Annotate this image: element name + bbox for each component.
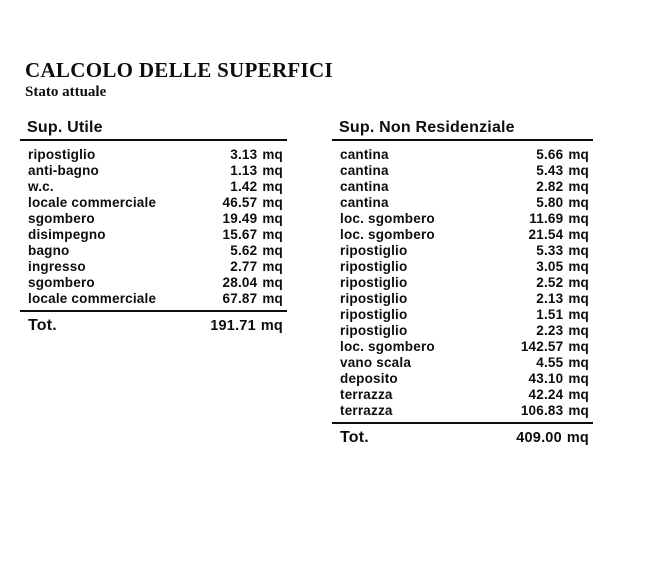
row-value — [521, 403, 589, 419]
table-row — [20, 227, 287, 243]
row-value-unit: mq — [262, 291, 283, 306]
table-row — [332, 387, 593, 403]
row-value — [223, 211, 283, 227]
row-value — [223, 291, 283, 307]
row-label: anti-bagno — [28, 163, 99, 178]
row-value-unit: mq — [568, 275, 589, 290]
row-value-number: 5.33 — [536, 243, 564, 258]
table-row — [20, 291, 287, 307]
row-value — [223, 227, 283, 243]
table-row — [332, 291, 593, 307]
row-value-number: 3.13 — [230, 147, 258, 162]
row-value-unit: mq — [568, 355, 589, 370]
row-value — [536, 179, 589, 195]
row-label: bagno — [28, 243, 70, 258]
row-label: ripostiglio — [340, 307, 408, 322]
table-row — [332, 211, 593, 227]
table-row — [332, 371, 593, 387]
total-value — [516, 429, 589, 448]
row-value-number: 3.05 — [536, 259, 564, 274]
row-label: cantina — [340, 179, 389, 194]
row-value-unit: mq — [568, 371, 589, 386]
row-value — [223, 275, 283, 291]
table-row — [20, 275, 287, 291]
row-value-unit: mq — [568, 323, 589, 338]
row-label: cantina — [340, 195, 389, 210]
row-label: ripostiglio — [340, 259, 408, 274]
total-value — [210, 317, 283, 336]
row-value-unit: mq — [262, 259, 283, 274]
table-row — [332, 355, 593, 371]
row-value-unit: mq — [262, 195, 283, 210]
row-label: cantina — [340, 147, 389, 162]
row-label: locale commerciale — [28, 195, 157, 210]
row-label: cantina — [340, 163, 389, 178]
row-label: sgombero — [28, 211, 95, 226]
row-value-number: 142.57 — [520, 339, 564, 354]
row-label: ripostiglio — [340, 275, 408, 290]
row-value — [536, 259, 589, 275]
row-value-unit: mq — [568, 211, 589, 226]
row-value-unit: mq — [262, 211, 283, 226]
row-value — [230, 147, 283, 163]
row-value-number: 1.13 — [230, 163, 258, 178]
table-row — [332, 195, 593, 211]
row-value-unit: mq — [568, 259, 589, 274]
row-value — [536, 323, 589, 339]
row-label: ripostiglio — [28, 147, 96, 162]
row-label: terrazza — [340, 387, 393, 402]
row-value — [529, 211, 589, 227]
row-label: loc. sgombero — [340, 227, 435, 242]
row-value-unit: mq — [568, 403, 589, 418]
row-value-number: 43.10 — [528, 371, 564, 386]
table-header: Sup. Utile — [20, 119, 287, 141]
row-value-number: 1.42 — [230, 179, 258, 194]
row-label: loc. sgombero — [340, 211, 435, 226]
row-value-unit: mq — [568, 339, 589, 354]
table-row — [20, 259, 287, 275]
page-title: CALCOLO DELLE SUPERFICI — [25, 58, 333, 82]
table-row — [332, 227, 593, 243]
row-value-number: 2.77 — [230, 259, 258, 274]
total-value-unit: mq — [260, 318, 283, 334]
row-label: loc. sgombero — [340, 339, 435, 354]
row-value-unit: mq — [568, 243, 589, 258]
row-value-unit: mq — [568, 307, 589, 322]
row-value — [536, 275, 589, 291]
row-value-number: 106.83 — [520, 403, 564, 418]
row-label: w.c. — [28, 179, 54, 194]
table-row — [332, 147, 593, 163]
table-rows — [20, 141, 287, 307]
row-value — [230, 163, 283, 179]
total-label: Tot. — [340, 429, 369, 446]
row-label: vano scala — [340, 355, 412, 370]
row-value-number: 5.62 — [230, 243, 258, 258]
total-value-unit: mq — [566, 430, 589, 446]
row-value-unit: mq — [568, 147, 589, 162]
row-value-number: 28.04 — [222, 275, 258, 290]
row-value — [529, 371, 589, 387]
table-row — [332, 307, 593, 323]
table-row — [332, 179, 593, 195]
row-value-unit: mq — [262, 227, 283, 242]
row-value-unit: mq — [262, 179, 283, 194]
row-value — [536, 163, 589, 179]
row-value — [536, 355, 589, 371]
row-label: locale commerciale — [28, 291, 157, 306]
row-value-unit: mq — [568, 179, 589, 194]
row-value-unit: mq — [568, 195, 589, 210]
page-subtitle: Stato attuale — [25, 84, 107, 100]
row-label: deposito — [340, 371, 398, 386]
row-value-unit: mq — [568, 163, 589, 178]
table-row — [332, 163, 593, 179]
row-value-number: 21.54 — [528, 227, 564, 242]
row-value-unit: mq — [262, 147, 283, 162]
row-label: ripostiglio — [340, 291, 408, 306]
row-value — [230, 259, 283, 275]
row-value — [223, 195, 283, 211]
table-header: Sup. Non Residenziale — [332, 119, 593, 141]
table-row — [20, 243, 287, 259]
table-row — [332, 323, 593, 339]
row-value-number: 5.66 — [536, 147, 564, 162]
row-value — [536, 243, 589, 259]
row-value-number: 1.51 — [536, 307, 564, 322]
row-value-number: 19.49 — [222, 211, 258, 226]
row-value-number: 5.80 — [536, 195, 564, 210]
table-total-row — [332, 422, 593, 448]
table-row — [20, 195, 287, 211]
row-value-number: 46.57 — [222, 195, 258, 210]
row-value — [536, 291, 589, 307]
row-value — [536, 147, 589, 163]
table-rows — [332, 141, 593, 419]
table-row — [20, 179, 287, 195]
row-value-unit: mq — [262, 243, 283, 258]
table-row — [20, 211, 287, 227]
table-total-row — [20, 310, 287, 336]
row-value — [230, 243, 283, 259]
table-row — [20, 147, 287, 163]
row-value — [529, 387, 589, 403]
row-value-unit: mq — [568, 227, 589, 242]
row-label: terrazza — [340, 403, 393, 418]
row-value-number: 2.52 — [536, 275, 564, 290]
table-row — [332, 259, 593, 275]
row-value-number: 11.69 — [529, 211, 564, 226]
table-sup-non-residenziale — [332, 119, 593, 448]
row-value-number: 4.55 — [536, 355, 564, 370]
row-value — [536, 195, 589, 211]
row-value-number: 2.13 — [536, 291, 564, 306]
row-value-number: 5.43 — [536, 163, 564, 178]
table-row — [332, 339, 593, 355]
total-value-number: 191.71 — [210, 318, 256, 334]
table-sup-utile — [20, 119, 287, 336]
total-label: Tot. — [28, 317, 57, 334]
row-label: ripostiglio — [340, 243, 408, 258]
row-value-unit: mq — [568, 387, 589, 402]
row-label: sgombero — [28, 275, 95, 290]
row-value-number: 2.82 — [536, 179, 564, 194]
table-row — [332, 275, 593, 291]
row-value-unit: mq — [262, 163, 283, 178]
row-value-number: 15.67 — [222, 227, 258, 242]
row-value — [529, 227, 589, 243]
table-row — [332, 243, 593, 259]
row-label: ripostiglio — [340, 323, 408, 338]
row-value — [230, 179, 283, 195]
row-value — [536, 307, 589, 323]
row-label: disimpegno — [28, 227, 106, 242]
table-row — [332, 403, 593, 419]
row-value — [521, 339, 589, 355]
row-label: ingresso — [28, 259, 86, 274]
total-value-number: 409.00 — [516, 430, 562, 446]
row-value-number: 67.87 — [222, 291, 258, 306]
row-value-number: 2.23 — [536, 323, 564, 338]
row-value-unit: mq — [262, 275, 283, 290]
row-value-unit: mq — [568, 291, 589, 306]
row-value-number: 42.24 — [528, 387, 564, 402]
table-row — [20, 163, 287, 179]
